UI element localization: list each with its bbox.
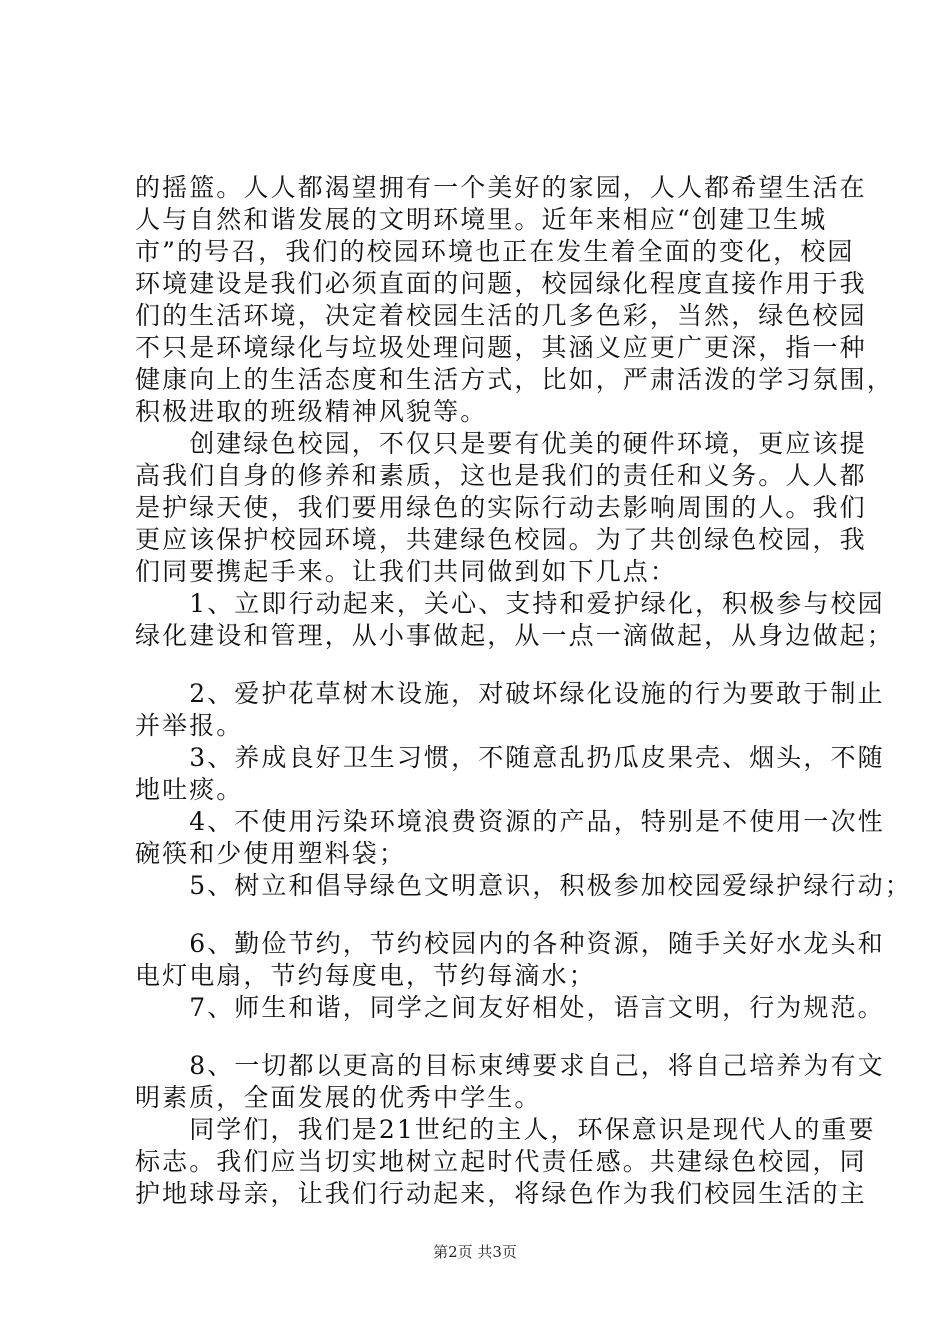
text-line: 高我们自身的修养和素质，这也是我们的责任和义务。人人都 [135,461,867,490]
text-line: 是护绿天使，我们要用绿色的实际行动去影响周围的人。我们 [135,493,867,522]
text-line: 8、一切都以更高的目标束缚要求自己，将自己培养为有文 [135,1051,885,1080]
text-line: 人与自然和谐发展的文明环境里。近年来相应“创建卫生城 [135,205,828,234]
text-line: 5、树立和倡导绿色文明意识，积极参加校园爱绿护绿行动； [135,871,912,900]
paragraph-spacer [135,1024,835,1050]
text-line: 护地球母亲，让我们行动起来，将绿色作为我们校园生活的主 [135,1179,867,1208]
paragraph-spacer [135,902,835,928]
text-line: 3、养成良好卫生习惯，不随意乱扔瓜皮果壳、烟头，不随 [135,743,885,772]
text-line: 不只是环境绿化与垃圾处理问题，其涵义应更广更深，指一种 [135,333,867,362]
text-line: 1、立即行动起来，关心、支持和爱护绿化，积极参与校园 [135,589,885,618]
paragraph-spacer [135,652,835,678]
text-line: 市”的号召，我们的校园环境也正在发生着全面的变化，校园 [135,237,855,266]
text-line: 环境建设是我们必须直面的问题，校园绿化程度直接作用于我 [135,269,867,298]
text-line: 创建绿色校园，不仅只是要有优美的硬件环境，更应该提 [135,429,867,458]
text-line: 6、勤俭节约，节约校园内的各种资源，随手关好水龙头和 [135,929,885,958]
text-line: 们的生活环境，决定着校园生活的几多色彩，当然，绿色校园 [135,301,867,330]
text-line: 碗筷和少使用塑料袋； [135,839,407,868]
text-line: 明素质，全面发展的优秀中学生。 [135,1083,542,1112]
text-line: 地吐痰。 [135,775,244,804]
text-line: 绿化建设和管理，从小事做起，从一点一滴做起，从身边做起； [135,621,894,650]
text-line: 标志。我们应当切实地树立起时代责任感。共建绿色校园，同 [135,1147,867,1176]
text-line: 健康向上的生活态度和生活方式，比如，严肃活泼的学习氛围， [135,365,894,394]
text-line: 更应该保护校园环境，共建绿色校园。为了共创绿色校园，我 [135,525,867,554]
document-body [135,172,912,1210]
text-line: 们同要携起手来。让我们共同做到如下几点： [135,557,678,586]
text-line: 的摇篮。人人都渴望拥有一个美好的家园，人人都希望生活在 [135,173,867,202]
text-line: 电灯电扇，节约每度电，节约每滴水； [135,961,596,990]
text-line: 同学们，我们是21世纪的主人，环保意识是现代人的重要 [135,1115,876,1144]
text-line: 7、师生和谐，同学之间友好相处，语言文明，行为规范。 [135,993,885,1022]
page-footer: 第2页 共3页 [433,1243,517,1261]
text-line: 4、不使用污染环境浪费资源的产品，特别是不使用一次性 [135,807,885,836]
text-line: 并举报。 [135,711,244,740]
text-line: 2、爱护花草树木设施，对破坏绿化设施的行为要敢于制止 [135,679,885,708]
text-line: 积极进取的班级精神风貌等。 [135,397,488,426]
